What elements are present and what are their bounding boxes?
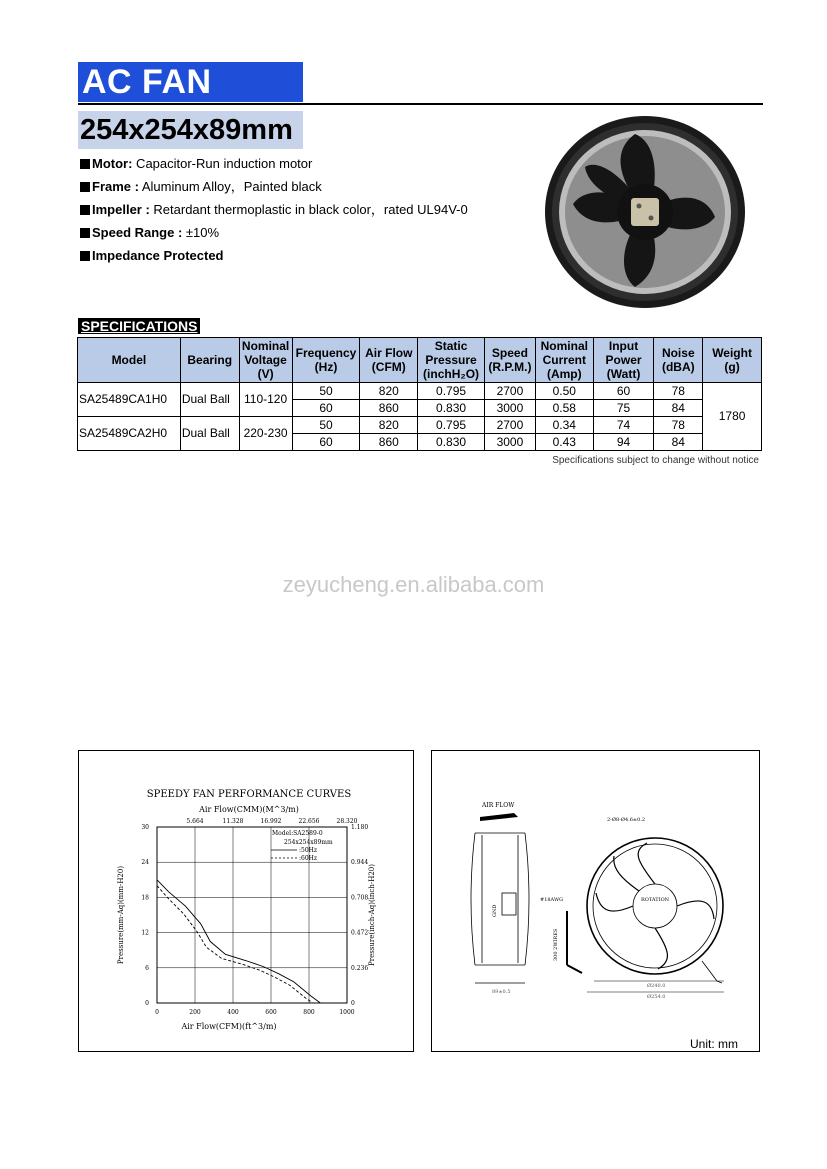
col-frequency: Frequency (Hz) [292,338,360,383]
gnd-label: GND [492,904,498,917]
chart-ticks [141,818,368,1016]
col-bearing: Bearing [180,338,239,383]
feature-impedance: Impedance Protected [80,248,224,264]
series-line-50hz [157,886,313,1003]
y-tick-label: 24 [141,859,149,867]
col-weight: Weight (g) [703,338,762,383]
chart-title: SPEEDY FAN PERFORMANCE CURVES [146,789,352,800]
legend-50hz: :50Hz [299,847,318,854]
cell-airflow: 820 [360,383,418,400]
table-row [78,383,762,400]
series-line-60hz [157,880,320,1003]
right-tick-label: 0.472 [351,929,369,937]
right-tick-label: 0.236 [351,964,369,972]
cell-bearing: Dual Ball [180,417,239,451]
feature-speed-range: Speed Range : ±10% [80,225,219,241]
dim-inner: Ø240.0 [647,983,666,989]
x-tick-label: 400 [227,1009,239,1016]
cell-current: 0.50 [535,383,593,400]
specifications-table [77,337,762,451]
holes-label: 2-Ø8-Ø4.6±0.2 [607,817,646,823]
page-title: AC FAN [82,63,212,101]
performance-chart-panel [78,750,414,1052]
cell-voltage: 110-120 [239,383,292,417]
cell-noise: 78 [654,417,703,434]
right-tick-label: 0 [351,1000,355,1007]
spec-note: Specifications subject to change without notice [552,455,759,466]
cell-frequency: 60 [292,400,360,417]
airflow-arrow-icon [480,813,518,821]
top-tick-label: 28.320 [336,818,358,825]
chart-top-axis-label: Air Flow(CMM)(M^3/m) [199,805,299,814]
cell-power: 94 [593,434,654,451]
watermark: zeyucheng.en.alibaba.com [282,572,545,597]
cell-current: 0.43 [535,434,593,451]
cell-voltage: 220-230 [239,417,292,451]
y-tick-label: 0 [145,1000,149,1007]
cell-speed: 3000 [484,400,535,417]
cell-noise: 78 [654,383,703,400]
cell-airflow: 820 [360,417,418,434]
rotation-label: ROTATION [641,897,670,903]
chart-legend [271,830,333,862]
chart-right-label: Pressure(inch-Aq)(inch-H20) [368,864,376,966]
cell-bearing: Dual Ball [180,383,239,417]
cell-frequency: 50 [292,383,360,400]
cell-pressure: 0.795 [418,417,485,434]
cell-airflow: 860 [360,434,418,451]
performance-chart [79,751,413,1051]
col-power: Input Power (Watt) [593,338,654,383]
col-current: Nominal Current (Amp) [535,338,593,383]
cell-model: SA25489CA1H0 [78,383,181,417]
title-rule [78,103,763,105]
cell-power: 74 [593,417,654,434]
right-tick-label: 1.180 [351,824,369,831]
cell-current: 0.34 [535,417,593,434]
top-tick-label: 11.328 [222,818,244,825]
fan-size: 254x254x89mm [80,114,293,146]
plot-frame [157,827,347,1003]
y-tick-label: 30 [141,824,149,831]
cell-noise: 84 [654,400,703,417]
y-tick-label: 18 [141,894,149,902]
cell-model: SA25489CA2H0 [78,417,181,451]
x-tick-label: 600 [265,1009,277,1016]
side-view [471,833,529,983]
y-tick-label: 6 [145,964,149,972]
y-tick-label: 12 [141,929,149,937]
cell-speed: 2700 [484,417,535,434]
cell-weight: 1780 [703,383,762,451]
legend-model: Model:SA2589-0 [272,830,323,837]
cell-frequency: 60 [292,434,360,451]
table-header-row [78,338,762,383]
x-tick-label: 800 [303,1009,315,1016]
chart-ylabel: Pressure(mm-Aq)(mm-H20) [117,865,125,965]
col-model: Model [78,338,181,383]
dimension-drawing-panel [431,750,760,1052]
chart-grid [157,827,347,1003]
right-tick-label: 0.708 [351,894,369,902]
right-tick-label: 0.944 [351,859,369,867]
cell-speed: 2700 [484,383,535,400]
col-pressure: Static Pressure (inchH₂O) [418,338,485,383]
top-tick-label: 22.656 [298,818,320,825]
x-tick-label: 200 [189,1009,201,1016]
col-noise: Noise (dBA) [654,338,703,383]
col-voltage: Nominal Voltage (V) [239,338,292,383]
dimension-drawing [432,751,759,1051]
cell-noise: 84 [654,434,703,451]
x-tick-label: 1000 [339,1009,355,1016]
feature-impeller: Impeller : Retardant thermoplastic in black color，rated UL94V-0 [80,202,468,218]
lead-label: 300 2WIRES [553,928,559,961]
top-tick-label: 5.664 [186,818,204,825]
x-tick-label: 0 [155,1009,159,1016]
cell-pressure: 0.830 [418,434,485,451]
unit-label: Unit: mm [690,1037,738,1051]
top-tick-label: 16.992 [260,818,282,825]
cell-frequency: 50 [292,417,360,434]
feature-motor: Motor: Capacitor-Run induction motor [80,156,312,172]
chart-xlabel: Air Flow(CFM)(ft^3/m) [181,1022,277,1031]
dim-outer: Ø254.0 [647,994,666,1000]
cell-power: 75 [593,400,654,417]
cell-pressure: 0.830 [418,400,485,417]
specifications-heading: SPECIFICATIONS [78,318,200,334]
chart-series [157,880,320,1003]
dim-width: 89±0.5 [492,989,511,995]
col-airflow: Air Flow (CFM) [360,338,418,383]
legend-60hz: :60Hz [299,855,318,862]
col-speed: Speed (R.P.M.) [484,338,535,383]
gauge-label: #18AWG [540,897,564,903]
table-row [78,417,762,434]
cell-pressure: 0.795 [418,383,485,400]
cell-power: 60 [593,383,654,400]
feature-frame: Frame : Aluminum Alloy，Painted black [80,179,322,195]
cell-airflow: 860 [360,400,418,417]
legend-size: 254x254x89mm [284,839,333,846]
cell-current: 0.58 [535,400,593,417]
fan-photo [540,112,750,312]
front-view [567,838,724,992]
cell-speed: 3000 [484,434,535,451]
airflow-label: AIR FLOW [482,802,515,809]
